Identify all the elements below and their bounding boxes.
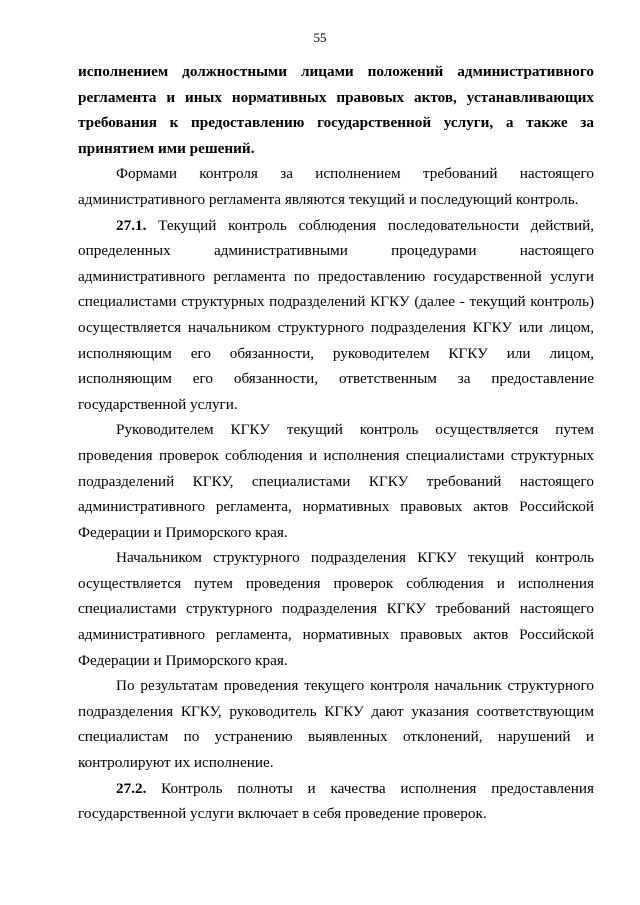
paragraph-director-control bbox=[78, 417, 594, 545]
paragraph-text: По результатам проведения текущего контроля начальник структурного подразделения КГКУ, руководитель КГКУ дают указания соответствующим специалистам по устранению выявленных отклонений, нарушений и контролируют их исполнение. bbox=[78, 677, 594, 772]
paragraph-text: Контроль полноты и качества исполнения предоставления государственной услуги включает в себя проведение проверок. bbox=[78, 779, 594, 823]
page-number: 55 bbox=[313, 30, 327, 45]
paragraph-continuation-bold bbox=[78, 59, 594, 161]
paragraph-bold-text: исполнением должностными лицами положений административного регламента и иных нормативных правовых актов, устанавливающих требования к предоставлению государственной услуги, а также за принятием ими решений. bbox=[78, 63, 594, 157]
paragraph-text: Формами контроля за исполнением требований настоящего административного регламента являются текущий и последующий контроль. bbox=[78, 165, 594, 208]
paragraph-head-control bbox=[78, 545, 594, 673]
paragraph-text: Начальником структурного подразделения КГКУ текущий контроль осуществляется путем проведения проверок соблюдения и исполнения специалистами структурного подразделения КГКУ требований настоящего административного регламента, нормативных правовых актов Российской Федерации и Приморского края. bbox=[78, 549, 594, 669]
paragraph-text: Руководителем КГКУ текущий контроль осуществляется путем проведения проверок соблюдения и исполнения специалистами структурных подразделений КГКУ, специалистами КГКУ требований настоящего административного регламента, нормативных правовых актов Российской Федерации и Приморского края. bbox=[78, 421, 594, 541]
paragraph-text: Текущий контроль соблюдения последовательности действий, определенных административными процедурами настоящего административного регламента по предоставлению государственной услуги специалистами структурных подразделений КГКУ (далее - текущий контроль) осуществляется начальником структурного подразделения КГКУ или лицом, исполняющим его обязанности, руководителем КГКУ или лицом, исполняющим его обязанности, ответственным за предоставление государственной услуги. bbox=[78, 216, 594, 413]
document-body bbox=[78, 59, 594, 827]
section-number: 27.1. bbox=[116, 216, 147, 234]
paragraph-section-27-1 bbox=[78, 213, 594, 418]
paragraph-section-27-2 bbox=[78, 776, 594, 827]
paragraph-control-forms bbox=[78, 161, 594, 212]
paragraph-results bbox=[78, 673, 594, 775]
section-number: 27.2. bbox=[116, 779, 147, 797]
